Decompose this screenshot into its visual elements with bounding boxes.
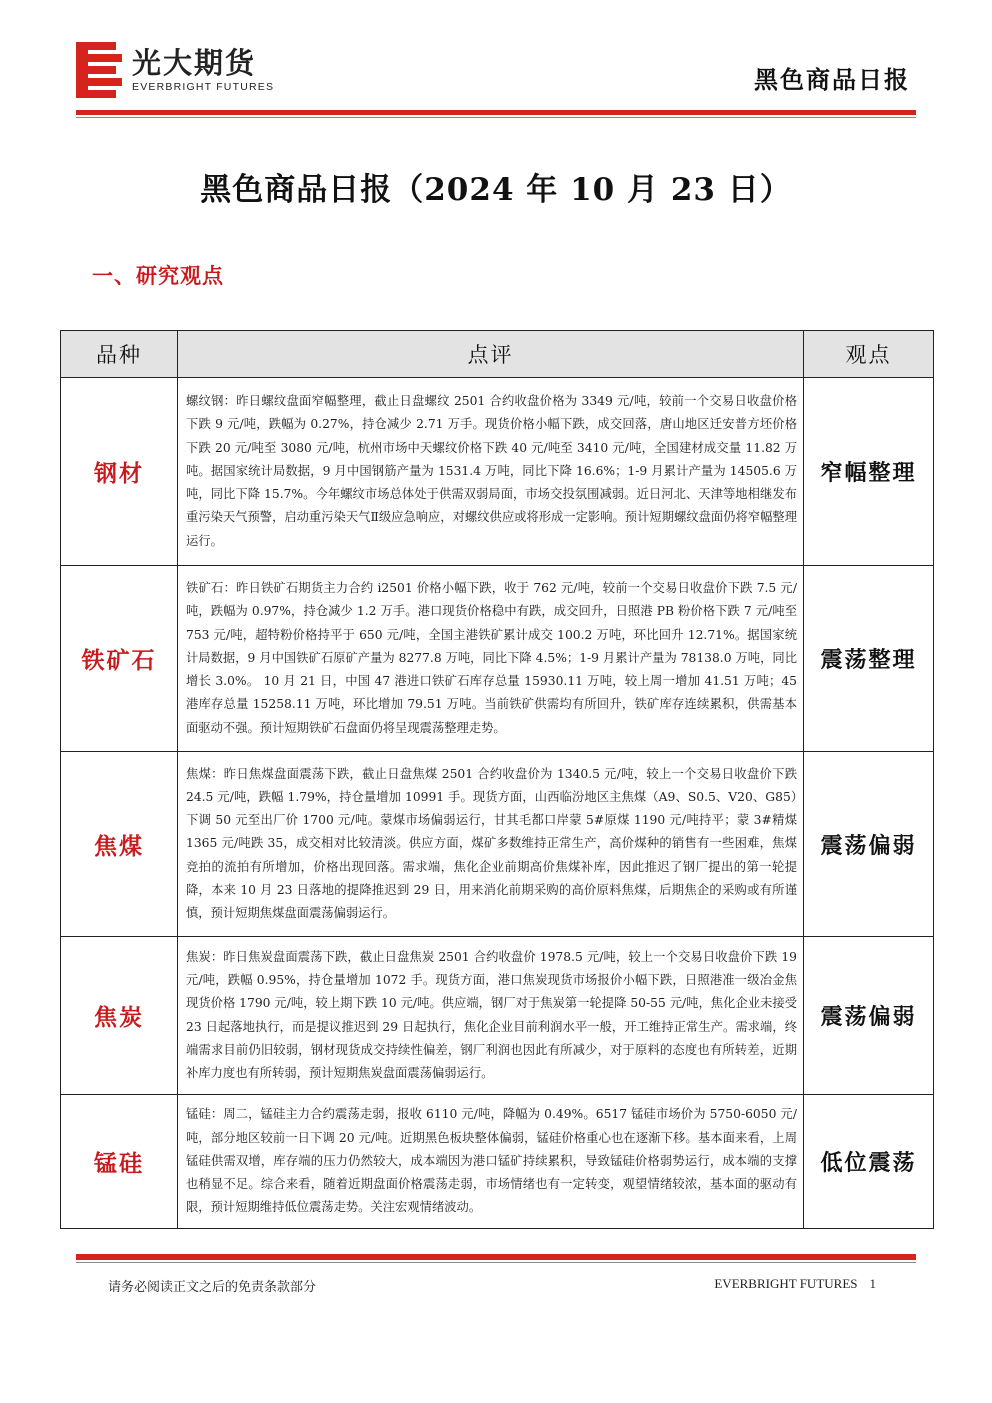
page-title: 黑色商品日报（2024 年 10 月 23 日） (200, 172, 792, 208)
table-row (61, 1095, 934, 1229)
row-variety: 铁矿石 (61, 566, 178, 752)
footer-divider (76, 1254, 916, 1260)
page-number: 1 (869, 1276, 876, 1291)
row-comment: 铁矿石：昨日铁矿石期货主力合约 i2501 价格小幅下跌，收于 762 元/吨，较前一个交易日收盘价下跌 7.5 元/吨，跌幅为 0.97%，持仓减少 1.2 万手。港口现货价格稳中有跌，成交回升，日照港 PB 粉价格下跌 7 元/吨至 753 元/吨，超特粉价格持平于 650 元/吨，全国主港铁矿累计成交 100.2 万吨，环比回升 12.71%。据国家统计局数据，9 月中国铁矿石原矿产量为 8277.8 万吨，同比下降 4.5%；1-9 月累计产量为 78138.0 万吨，同比增长 3.0%。 10 月 21 日，中国 47 港进口铁矿石库存总量 15930.11 万吨，较上周一增加 41.51 万吨；45 港库存总量 15258.11 万吨，环比增加 79.51 万吨。当前铁矿供需均有所回升，铁矿库存连续累积，供需基本面驱动不强。预计短期铁矿石盘面仍将呈现震荡整理走势。 (178, 566, 804, 752)
row-view: 震荡偏弱 (804, 752, 934, 937)
table-row (61, 378, 934, 566)
row-comment: 焦炭：昨日焦炭盘面震荡下跌，截止日盘焦炭 2501 合约收盘价 1978.5 元/吨，较上一个交易日收盘价下跌 19 元/吨，跌幅 0.95%，持仓量增加 1072 手。现货方面，港口焦炭现货市场报价小幅下跌，日照港准一级冶金焦现货价格 1790 元/吨，较上期下跌 10 元/吨。供应端，钢厂对于焦炭第一轮提降 50-55 元/吨，焦化企业未接受 23 日起落地执行，而是提议推迟到 29 日起执行，焦化企业目前利润水平一般，开工维持正常生产。需求端，终端需求目前仍旧较弱，钢材现货成交持续性偏差，钢厂利润也因此有所减少，对于原料的态度也有所转差，近期补库力度也有所转弱，预计短期焦炭盘面震荡偏弱运行。 (178, 937, 804, 1095)
column-header-view: 观点 (804, 331, 934, 378)
row-view: 窄幅整理 (804, 378, 934, 566)
section-title: 一、研究观点 (92, 263, 224, 288)
footer-disclaimer: 请务必阅读正文之后的免责条款部分 (108, 1280, 317, 1295)
research-view-table (60, 330, 934, 1229)
logo-mark-icon (76, 42, 122, 98)
row-variety: 焦炭 (61, 937, 178, 1095)
footer-brand: EVERBRIGHT FUTURES (714, 1276, 858, 1291)
row-comment: 锰硅：周二，锰硅主力合约震荡走弱，报收 6110 元/吨，降幅为 0.49%。6517 锰硅市场价为 5750-6050 元/吨，部分地区较前一日下调 20 元/吨。近期黑色板块整体偏弱，锰硅价格重心也在逐渐下移。基本面来看，上周锰硅供需双增，库存端的压力仍然较大，成本端因为港口锰矿持续累积，导致锰硅价格弱势运行，成本端的支撑也稍显不足。综合来看，随着近期盘面价格震荡走弱，市场情绪也有一定转变，观望情绪较浓，基本面的驱动有限，预计短期维持低位震荡走势。关注宏观情绪波动。 (178, 1095, 804, 1229)
row-view: 震荡偏弱 (804, 937, 934, 1095)
row-comment: 焦煤：昨日焦煤盘面震荡下跌，截止日盘焦煤 2501 合约收盘价为 1340.5 元/吨，较上一个交易日收盘价下跌 24.5 元/吨，跌幅 1.79%，持仓量增加 10991 手。现货方面，山西临汾地区主焦煤（A9、S0.5、V20、G85）下调 50 元至出厂价 1700 元/吨。蒙煤市场偏弱运行，甘其毛都口岸蒙 5#原煤 1190 元/吨持平；蒙 3#精煤 1365 元/吨跌 35，成交相对比较清淡。供应方面，煤矿多数维持正常生产，高价煤种的销售有一些困难，焦煤竞拍的流拍有所增加，价格出现回落。需求端，焦化企业前期高价焦煤补库，因此推迟了钢厂提出的第一轮提降，本来 10 月 23 日落地的提降推迟到 29 日，用来消化前期采购的高价原料焦煤，后期焦企的采购或有所谨慎，预计短期焦煤盘面震荡偏弱运行。 (178, 752, 804, 937)
row-variety: 锰硅 (61, 1095, 178, 1229)
logo-chinese-name: 光大期货 (132, 46, 257, 80)
header-report-name: 黑色商品日报 (754, 65, 910, 94)
row-variety: 钢材 (61, 378, 178, 566)
company-logo (76, 42, 274, 98)
row-view: 震荡整理 (804, 566, 934, 752)
table-header-row (61, 331, 934, 378)
header-divider-thin (76, 117, 916, 118)
footer-divider-thin (76, 1262, 916, 1263)
footer-brand-page (714, 1276, 876, 1292)
column-header-variety: 品种 (61, 331, 178, 378)
table-row (61, 937, 934, 1095)
logo-english-name: EVERBRIGHT FUTURES (132, 81, 275, 93)
row-comment: 螺纹钢：昨日螺纹盘面窄幅整理，截止日盘螺纹 2501 合约收盘价格为 3349 元/吨，较前一个交易日收盘价格下跌 9 元/吨，跌幅为 0.27%，持仓减少 2.71 万手。现货价格小幅下跌，成交回落，唐山地区迁安普方坯价格下跌 20 元/吨至 3080 元/吨，杭州市场中天螺纹价格下跌 40 元/吨至 3410 元/吨，全国建材成交量 11.82 万吨。据国家统计局数据，9 月中国钢筋产量为 1531.4 万吨，同比下降 16.6%；1-9 月累计产量为 14505.6 万吨，同比下降 15.7%。今年螺纹市场总体处于供需双弱局面，市场交投氛围减弱。近日河北、天津等地相继发布重污染天气预警，启动重污染天气Ⅱ级应急响应，对螺纹供应或将形成一定影响。预计短期螺纹盘面仍将窄幅整理运行。 (178, 378, 804, 566)
column-header-comment: 点评 (178, 331, 804, 378)
row-view: 低位震荡 (804, 1095, 934, 1229)
table-row (61, 566, 934, 752)
table-row (61, 752, 934, 937)
row-variety: 焦煤 (61, 752, 178, 937)
header-divider (76, 110, 916, 115)
